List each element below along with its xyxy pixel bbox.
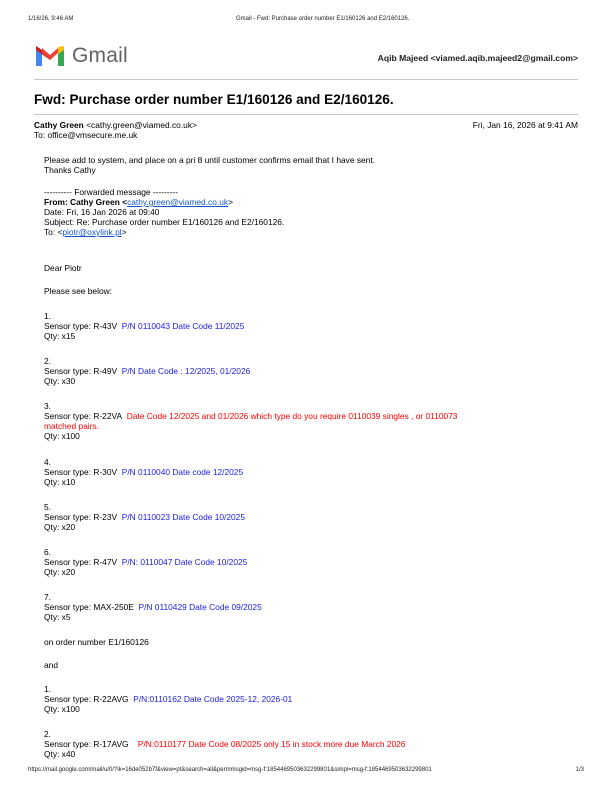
item-note: P/N:0110162 Date Code 2025-12, 2026-01 <box>133 694 293 704</box>
divider-top <box>34 79 578 80</box>
item-note: P/N Date Code : 12/2025, 01/2026 <box>121 366 251 376</box>
item-qty: Qty: x40 <box>44 749 76 759</box>
item-note: P/N 0110040 Date code 12/2025 <box>121 467 244 477</box>
sender-name: Cathy Green <box>34 120 84 130</box>
fwd-from-email-link[interactable]: cathy.green@viamed.co.uk <box>127 197 229 207</box>
fwd-from <box>44 197 233 207</box>
see-below: Please see below: <box>44 286 112 296</box>
footer-page-number: 1/3 <box>575 767 584 773</box>
recipient-line: To: office@vmsecure.me.uk <box>34 130 138 140</box>
item-sensor: Sensor type: R-22VA <box>44 411 123 421</box>
item-sensor-line <box>44 602 262 612</box>
item-sensor-line <box>44 411 457 421</box>
item-sensor: Sensor type: R-43V <box>44 321 118 331</box>
account-label: Aqib Majeed <viamed.aqib.majeed2@gmail.com> <box>377 53 578 63</box>
item-sensor-line <box>44 557 247 567</box>
greeting: Dear Piotr <box>44 263 82 273</box>
forward-marker: ---------- Forwarded message --------- <box>44 187 178 197</box>
item-sensor: Sensor type: R-23V <box>44 512 118 522</box>
fwd-subject: Subject: Re: Purchase order number E1/160126 and E2/160126. <box>44 217 285 227</box>
fwd-from-close: > <box>228 197 233 207</box>
item-sensor: Sensor type: R-22AVG <box>44 694 129 704</box>
item-number: 7. <box>44 592 51 602</box>
item-sensor-line <box>44 739 405 749</box>
item-sensor: Sensor type: R-49V <box>44 366 118 376</box>
item-note: Date Code 12/2025 and 01/2026 which type do you require 0110039 singles , or 0110073 <box>126 411 458 421</box>
item-sensor-line <box>44 694 292 704</box>
fwd-to-label: To: < <box>44 227 63 237</box>
item-sensor: Sensor type: R-17AVG <box>44 739 129 749</box>
item-number: 2. <box>44 729 51 739</box>
item-qty: Qty: x5 <box>44 612 71 622</box>
item-sensor: Sensor type: R-47V <box>44 557 118 567</box>
item-number: 1. <box>44 684 51 694</box>
item-note: P/N 0110043 Date Code 11/2025 <box>121 321 245 331</box>
item-note: P/N 0110023 Date Code 10/2025 <box>121 512 245 522</box>
item-note: P/N 0110429 Date Code 09/2025 <box>138 602 262 612</box>
item-note-continued: matched pairs. <box>44 421 99 431</box>
fwd-date: Date: Fri, 16 Jan 2026 at 09:40 <box>44 207 160 217</box>
footer-url[interactable]: https://mail.google.com/mail/u/0/?ik=16de052b7f&view=pt&search=all&permmsgid=msg-f:1854469503632299801&simpl=msg-f:1854469503632299801 <box>28 767 432 773</box>
item-sensor-line <box>44 321 244 331</box>
item-qty: Qty: x20 <box>44 567 76 577</box>
item-number: 3. <box>44 401 51 411</box>
item-number: 5. <box>44 502 51 512</box>
item-number: 4. <box>44 457 51 467</box>
item-note: P/N: 0110047 Date Code 10/2025 <box>121 557 248 567</box>
item-qty: Qty: x20 <box>44 522 76 532</box>
order-ref: on order number E1/160126 <box>44 637 149 647</box>
divider-subject <box>34 114 578 115</box>
item-number: 2. <box>44 356 51 366</box>
print-datetime: 1/16/26, 9:46 AM <box>28 16 74 22</box>
print-title: Gmail - Fwd: Purchase order number E1/160126 and E2/160126. <box>236 16 410 22</box>
item-qty: Qty: x100 <box>44 704 80 714</box>
email-subject: Fwd: Purchase order number E1/160126 and E2/160126. <box>34 92 394 107</box>
item-number: 6. <box>44 547 51 557</box>
fwd-to-close: > <box>121 227 127 237</box>
fwd-to <box>44 227 127 237</box>
item-qty: Qty: x15 <box>44 331 76 341</box>
item-sensor: Sensor type: R-30V <box>44 467 118 477</box>
and-separator: and <box>44 660 58 670</box>
item-qty: Qty: x30 <box>44 376 76 386</box>
signoff-line: Thanks Cathy <box>44 165 96 175</box>
item-qty: Qty: x100 <box>44 431 80 441</box>
gmail-logo-icon <box>34 44 66 68</box>
item-sensor-line <box>44 366 250 376</box>
intro-line: Please add to system, and place on a pri 8 until customer confirms email that I have sent. <box>44 155 375 165</box>
item-note: P/N:0110177 Date Code 08/2025 only 15 in stock more due March 2026 <box>137 739 406 749</box>
fwd-to-email-link[interactable]: piotr@oxylink.pl <box>62 227 122 237</box>
message-date: Fri, Jan 16, 2026 at 9:41 AM <box>472 120 578 130</box>
item-sensor: Sensor type: MAX-250E <box>44 602 134 612</box>
item-sensor-line <box>44 467 243 477</box>
sender-email: <cathy.green@viamed.co.uk> <box>86 120 197 130</box>
sender-line <box>34 120 197 130</box>
gmail-wordmark: Gmail <box>72 44 128 67</box>
item-qty: Qty: x10 <box>44 477 76 487</box>
item-sensor-line <box>44 512 245 522</box>
item-number: 1. <box>44 311 51 321</box>
fwd-from-label: From: Cathy Green < <box>44 197 128 207</box>
